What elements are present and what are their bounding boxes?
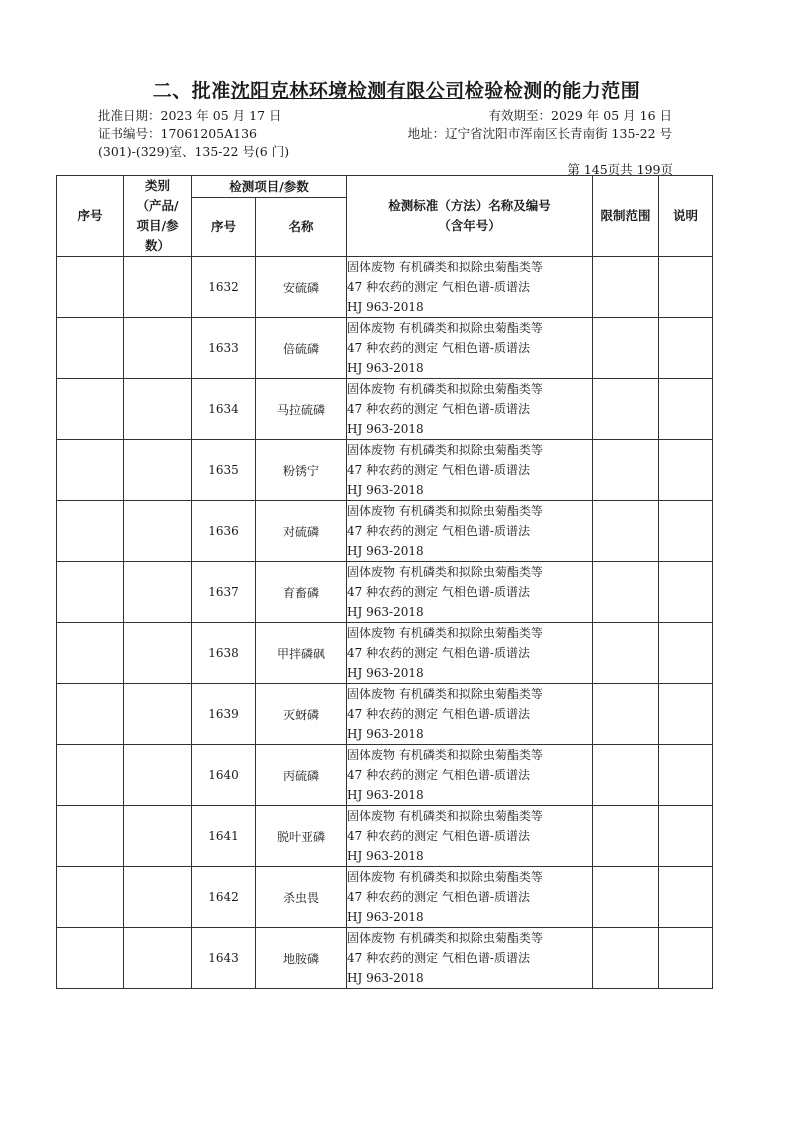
row-category-cell [124, 867, 192, 928]
row-item-no: 1643 [192, 928, 256, 989]
table-row [57, 623, 713, 684]
row-item-name: 脱叶亚磷 [256, 806, 347, 867]
standard-line3: HJ 963-2018 [347, 361, 424, 375]
row-item-no: 1641 [192, 806, 256, 867]
row-standard [347, 867, 593, 928]
row-note-cell [659, 684, 713, 745]
row-standard [347, 806, 593, 867]
row-item-name: 安硫磷 [256, 257, 347, 318]
standard-line3: HJ 963-2018 [347, 910, 424, 924]
row-limit-cell [593, 440, 659, 501]
row-item-no: 1639 [192, 684, 256, 745]
row-item-name: 对硫磷 [256, 501, 347, 562]
standard-line2: 47 种农药的测定 气相色谱-质谱法 [347, 280, 530, 294]
row-category-cell [124, 440, 192, 501]
table-row [57, 806, 713, 867]
row-seq-cell [57, 928, 124, 989]
row-item-name: 丙硫磷 [256, 745, 347, 806]
header-note: 说明 [659, 176, 713, 257]
table-row [57, 867, 713, 928]
approval-date: 批准日期：2023 年 05 月 17 日 [98, 108, 282, 123]
standard-line2: 47 种农药的测定 气相色谱-质谱法 [347, 951, 530, 965]
row-note-cell [659, 562, 713, 623]
row-note-cell [659, 257, 713, 318]
row-note-cell [659, 379, 713, 440]
address-continued: (301)-(329)室、135-22 号(6 门) [98, 144, 290, 159]
row-item-no: 1636 [192, 501, 256, 562]
standard-line3: HJ 963-2018 [347, 727, 424, 741]
standard-line1: 固体废物 有机磷类和拟除虫菊酯类等 [347, 504, 543, 518]
row-category-cell [124, 806, 192, 867]
row-seq-cell [57, 745, 124, 806]
row-limit-cell [593, 379, 659, 440]
row-item-name: 粉锈宁 [256, 440, 347, 501]
row-note-cell [659, 501, 713, 562]
standard-line3: HJ 963-2018 [347, 971, 424, 985]
row-seq-cell [57, 684, 124, 745]
table-row [57, 684, 713, 745]
page-number: 第 145页共 199页 [567, 162, 673, 177]
standard-line1: 固体废物 有机磷类和拟除虫菊酯类等 [347, 748, 543, 762]
row-item-no: 1635 [192, 440, 256, 501]
row-limit-cell [593, 745, 659, 806]
row-item-no: 1633 [192, 318, 256, 379]
row-category-cell [124, 562, 192, 623]
row-standard [347, 257, 593, 318]
row-note-cell [659, 745, 713, 806]
row-item-no: 1637 [192, 562, 256, 623]
row-item-no: 1642 [192, 867, 256, 928]
row-seq-cell [57, 623, 124, 684]
row-item-name: 灭蚜磷 [256, 684, 347, 745]
row-limit-cell [593, 684, 659, 745]
row-limit-cell [593, 562, 659, 623]
capability-table [56, 175, 713, 989]
row-limit-cell [593, 867, 659, 928]
row-limit-cell [593, 806, 659, 867]
row-seq-cell [57, 806, 124, 867]
table-row [57, 440, 713, 501]
standard-line1: 固体废物 有机磷类和拟除虫菊酯类等 [347, 626, 543, 640]
standard-line2: 47 种农药的测定 气相色谱-质谱法 [347, 829, 530, 843]
row-standard [347, 318, 593, 379]
row-item-no: 1638 [192, 623, 256, 684]
valid-until: 有效期至：2029 年 05 月 16 日 [488, 108, 672, 123]
standard-line2: 47 种农药的测定 气相色谱-质谱法 [347, 768, 530, 782]
table-row [57, 501, 713, 562]
row-item-name: 马拉硫磷 [256, 379, 347, 440]
standard-line3: HJ 963-2018 [347, 788, 424, 802]
row-note-cell [659, 318, 713, 379]
row-standard [347, 623, 593, 684]
row-item-name: 倍硫磷 [256, 318, 347, 379]
standard-line1: 固体废物 有机磷类和拟除虫菊酯类等 [347, 565, 543, 579]
row-seq-cell [57, 440, 124, 501]
row-note-cell [659, 440, 713, 501]
title-lab-name: 沈阳克林环境检测有限公司 [230, 80, 465, 102]
standard-line3: HJ 963-2018 [347, 605, 424, 619]
row-item-name: 杀虫畏 [256, 867, 347, 928]
row-seq-cell [57, 867, 124, 928]
row-limit-cell [593, 318, 659, 379]
standard-line2: 47 种农药的测定 气相色谱-质谱法 [347, 402, 530, 416]
standard-line2: 47 种农药的测定 气相色谱-质谱法 [347, 341, 530, 355]
row-item-no: 1632 [192, 257, 256, 318]
row-limit-cell [593, 501, 659, 562]
header-standard: 检测标准（方法）名称及编号（含年号） [347, 176, 593, 257]
header-limit: 限制范围 [593, 176, 659, 257]
row-limit-cell [593, 928, 659, 989]
row-category-cell [124, 501, 192, 562]
row-standard [347, 379, 593, 440]
page-title [0, 76, 793, 103]
standard-line1: 固体废物 有机磷类和拟除虫菊酯类等 [347, 687, 543, 701]
row-note-cell [659, 928, 713, 989]
row-item-no: 1634 [192, 379, 256, 440]
standard-line2: 47 种农药的测定 气相色谱-质谱法 [347, 890, 530, 904]
row-seq-cell [57, 318, 124, 379]
row-standard [347, 928, 593, 989]
row-category-cell [124, 318, 192, 379]
standard-line1: 固体废物 有机磷类和拟除虫菊酯类等 [347, 382, 543, 396]
header-category: 类别（产品/项目/参数） [124, 176, 192, 257]
standard-line1: 固体废物 有机磷类和拟除虫菊酯类等 [347, 809, 543, 823]
certificate-number: 证书编号：17061205A136 [98, 126, 258, 141]
standard-line1: 固体废物 有机磷类和拟除虫菊酯类等 [347, 931, 543, 945]
standard-line1: 固体废物 有机磷类和拟除虫菊酯类等 [347, 870, 543, 884]
standard-line2: 47 种农药的测定 气相色谱-质谱法 [347, 707, 530, 721]
address: 地址：辽宁省沈阳市浑南区长青南街 135-22 号 [407, 126, 672, 141]
standard-line2: 47 种农药的测定 气相色谱-质谱法 [347, 463, 530, 477]
standard-line2: 47 种农药的测定 气相色谱-质谱法 [347, 646, 530, 660]
row-item-name: 甲拌磷砜 [256, 623, 347, 684]
standard-line3: HJ 963-2018 [347, 666, 424, 680]
row-item-no: 1640 [192, 745, 256, 806]
row-standard [347, 745, 593, 806]
table-row [57, 745, 713, 806]
row-item-name: 地胺磷 [256, 928, 347, 989]
row-category-cell [124, 928, 192, 989]
row-seq-cell [57, 562, 124, 623]
header-item-group: 检测项目/参数 [192, 176, 347, 198]
title-prefix: 二、批准 [152, 80, 231, 102]
row-seq-cell [57, 501, 124, 562]
row-seq-cell [57, 379, 124, 440]
row-category-cell [124, 745, 192, 806]
row-note-cell [659, 806, 713, 867]
row-note-cell [659, 867, 713, 928]
standard-line1: 固体废物 有机磷类和拟除虫菊酯类等 [347, 321, 543, 335]
row-standard [347, 684, 593, 745]
standard-line3: HJ 963-2018 [347, 422, 424, 436]
standard-line3: HJ 963-2018 [347, 544, 424, 558]
header-seq: 序号 [57, 176, 124, 257]
row-category-cell [124, 257, 192, 318]
row-note-cell [659, 623, 713, 684]
table-row [57, 257, 713, 318]
table-row [57, 379, 713, 440]
header-item-no: 序号 [192, 198, 256, 257]
standard-line2: 47 种农药的测定 气相色谱-质谱法 [347, 524, 530, 538]
row-standard [347, 562, 593, 623]
standard-line2: 47 种农药的测定 气相色谱-质谱法 [347, 585, 530, 599]
row-category-cell [124, 379, 192, 440]
header-row-1 [57, 176, 713, 198]
title-suffix: 检验检测的能力范围 [464, 80, 641, 102]
header-item-name: 名称 [256, 198, 347, 257]
row-standard [347, 440, 593, 501]
table-row [57, 318, 713, 379]
row-standard [347, 501, 593, 562]
row-limit-cell [593, 257, 659, 318]
row-category-cell [124, 623, 192, 684]
row-item-name: 育畜磷 [256, 562, 347, 623]
table-row [57, 562, 713, 623]
row-limit-cell [593, 623, 659, 684]
standard-line1: 固体废物 有机磷类和拟除虫菊酯类等 [347, 260, 543, 274]
standard-line3: HJ 963-2018 [347, 849, 424, 863]
standard-line3: HJ 963-2018 [347, 483, 424, 497]
row-seq-cell [57, 257, 124, 318]
standard-line1: 固体废物 有机磷类和拟除虫菊酯类等 [347, 443, 543, 457]
standard-line3: HJ 963-2018 [347, 300, 424, 314]
row-category-cell [124, 684, 192, 745]
table-row [57, 928, 713, 989]
